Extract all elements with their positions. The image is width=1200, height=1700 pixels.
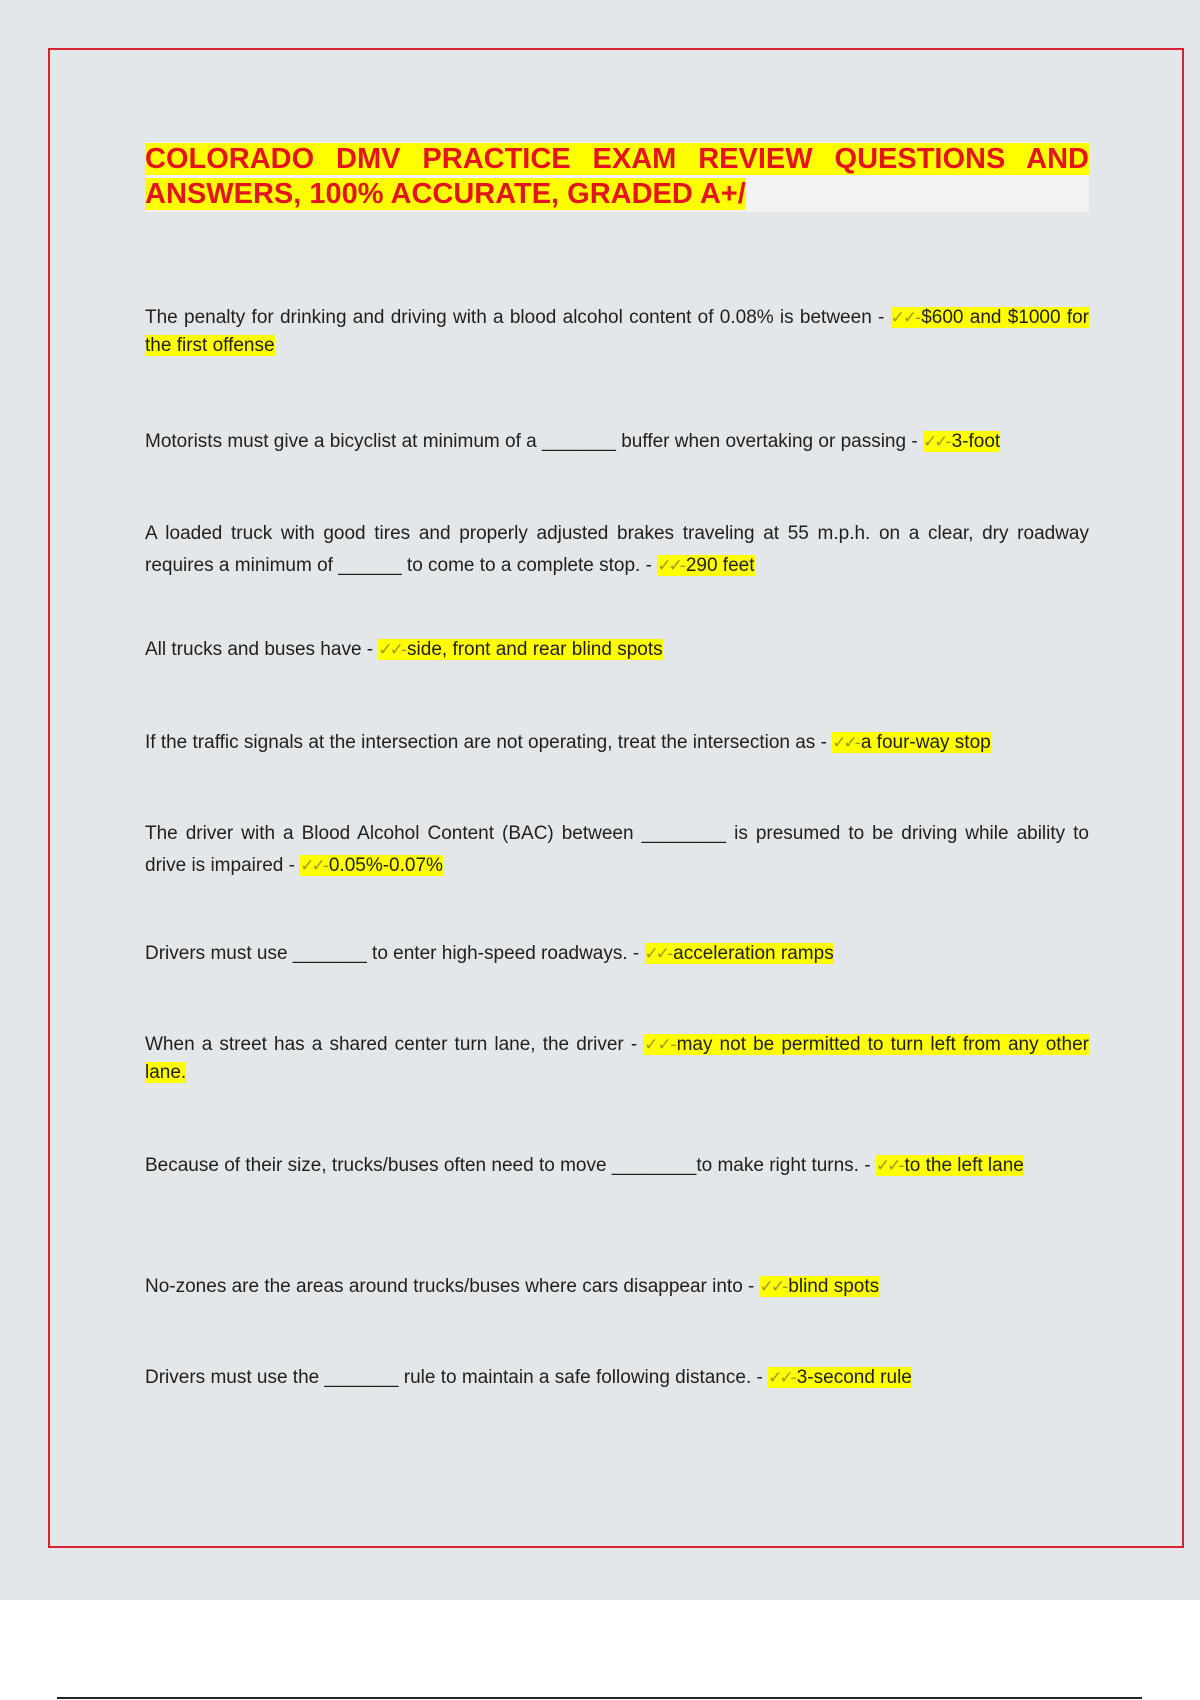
separator: -	[815, 732, 833, 753]
question-text: Because of their size, trucks/buses often need to move ________to make right turns.	[145, 1155, 859, 1176]
question-text: The driver with a Blood Alcohol Content (BAC) between ________ is presumed to be driving while ability to drive is impaired	[145, 823, 1089, 876]
double-check-icon: ✓✓-	[759, 1277, 786, 1297]
answer-highlight	[645, 943, 834, 964]
answer-text: 3-second rule	[796, 1367, 912, 1388]
double-check-icon: ✓✓-	[300, 856, 326, 876]
separator: -	[640, 555, 658, 576]
qa-item-4	[145, 636, 1089, 664]
answer-highlight	[768, 1367, 912, 1388]
qa-item-10	[145, 1273, 1089, 1301]
double-check-icon: ✓✓-	[644, 1035, 674, 1055]
qa-item-2	[145, 428, 1089, 456]
separator: -	[283, 855, 301, 876]
qa-item-9	[145, 1152, 1089, 1180]
answer-text: blind spots	[788, 1276, 880, 1297]
question-text: When a street has a shared center turn lane, the driver	[145, 1034, 624, 1055]
double-check-icon: ✓✓-	[657, 556, 683, 576]
answer-highlight	[923, 431, 1000, 452]
answer-text: 290 feet	[685, 555, 755, 576]
answer-text: 3-foot	[951, 431, 1001, 452]
answer-highlight	[832, 732, 991, 753]
question-text: Drivers must use the _______ rule to maintain a safe following distance.	[145, 1367, 752, 1388]
question-text: Drivers must use _______ to enter high-speed roadways.	[145, 943, 628, 964]
answer-text: $600 and $1000 for the first offense	[145, 307, 1090, 356]
separator: -	[871, 307, 891, 328]
qa-item-3	[145, 518, 1089, 582]
answer-highlight	[378, 639, 662, 660]
qa-item-11	[145, 1364, 1089, 1392]
question-text: The penalty for drinking and driving with a blood alcohol content of 0.08% is between	[145, 307, 872, 328]
separator: -	[623, 1034, 645, 1055]
question-text: No-zones are the areas around trucks/buses where cars disappear into	[145, 1276, 743, 1297]
separator: -	[742, 1276, 760, 1297]
answer-highlight	[300, 855, 443, 876]
answer-text: to the left lane	[904, 1155, 1024, 1176]
question-text: All trucks and buses have	[145, 639, 362, 660]
separator: -	[751, 1367, 769, 1388]
double-check-icon: ✓✓-	[922, 432, 949, 452]
question-text: If the traffic signals at the intersection are not operating, treat the intersection as	[145, 732, 816, 753]
separator: -	[627, 943, 645, 964]
qa-item-1	[145, 304, 1089, 360]
double-check-icon: ✓✓-	[832, 733, 858, 753]
answer-text: acceleration ramps	[673, 943, 834, 964]
separator: -	[858, 1155, 876, 1176]
answer-text: a four-way stop	[860, 732, 991, 753]
document-title	[145, 142, 1089, 212]
question-text: A loaded truck with good tires and properly adjusted brakes traveling at 55 m.p.h. on a clear, dry roadway requires a minimum of ______ to come to a complete stop.	[145, 523, 1089, 576]
answer-highlight	[876, 1155, 1024, 1176]
qa-item-5	[145, 729, 1089, 757]
separator: -	[906, 431, 923, 452]
double-check-icon: ✓✓-	[875, 1156, 902, 1176]
document-content	[145, 142, 1090, 1388]
answer-text: may not be permitted to turn left from any other lane.	[145, 1034, 1090, 1083]
qa-item-6	[145, 818, 1089, 882]
document-border	[48, 48, 1184, 1548]
answer-text: 0.05%-0.07%	[328, 855, 443, 876]
double-check-icon: ✓✓-	[768, 1368, 794, 1388]
document-title-text: COLORADO DMV PRACTICE EXAM REVIEW QUESTIONS AND ANSWERS, 100% ACCURATE, GRADED A+/	[145, 143, 1089, 210]
answer-text: side, front and rear blind spots	[407, 639, 663, 660]
separator: -	[361, 639, 379, 660]
double-check-icon: ✓✓-	[644, 944, 671, 964]
answer-highlight	[657, 555, 754, 576]
footer-rule	[57, 1697, 1142, 1699]
double-check-icon: ✓✓-	[378, 640, 405, 660]
qa-item-8	[145, 1031, 1089, 1087]
double-check-icon: ✓✓-	[890, 308, 919, 328]
question-text: Motorists must give a bicyclist at minimum of a _______ buffer when overtaking or passing	[145, 431, 907, 452]
answer-highlight	[760, 1276, 879, 1297]
qa-item-7	[145, 940, 1089, 968]
